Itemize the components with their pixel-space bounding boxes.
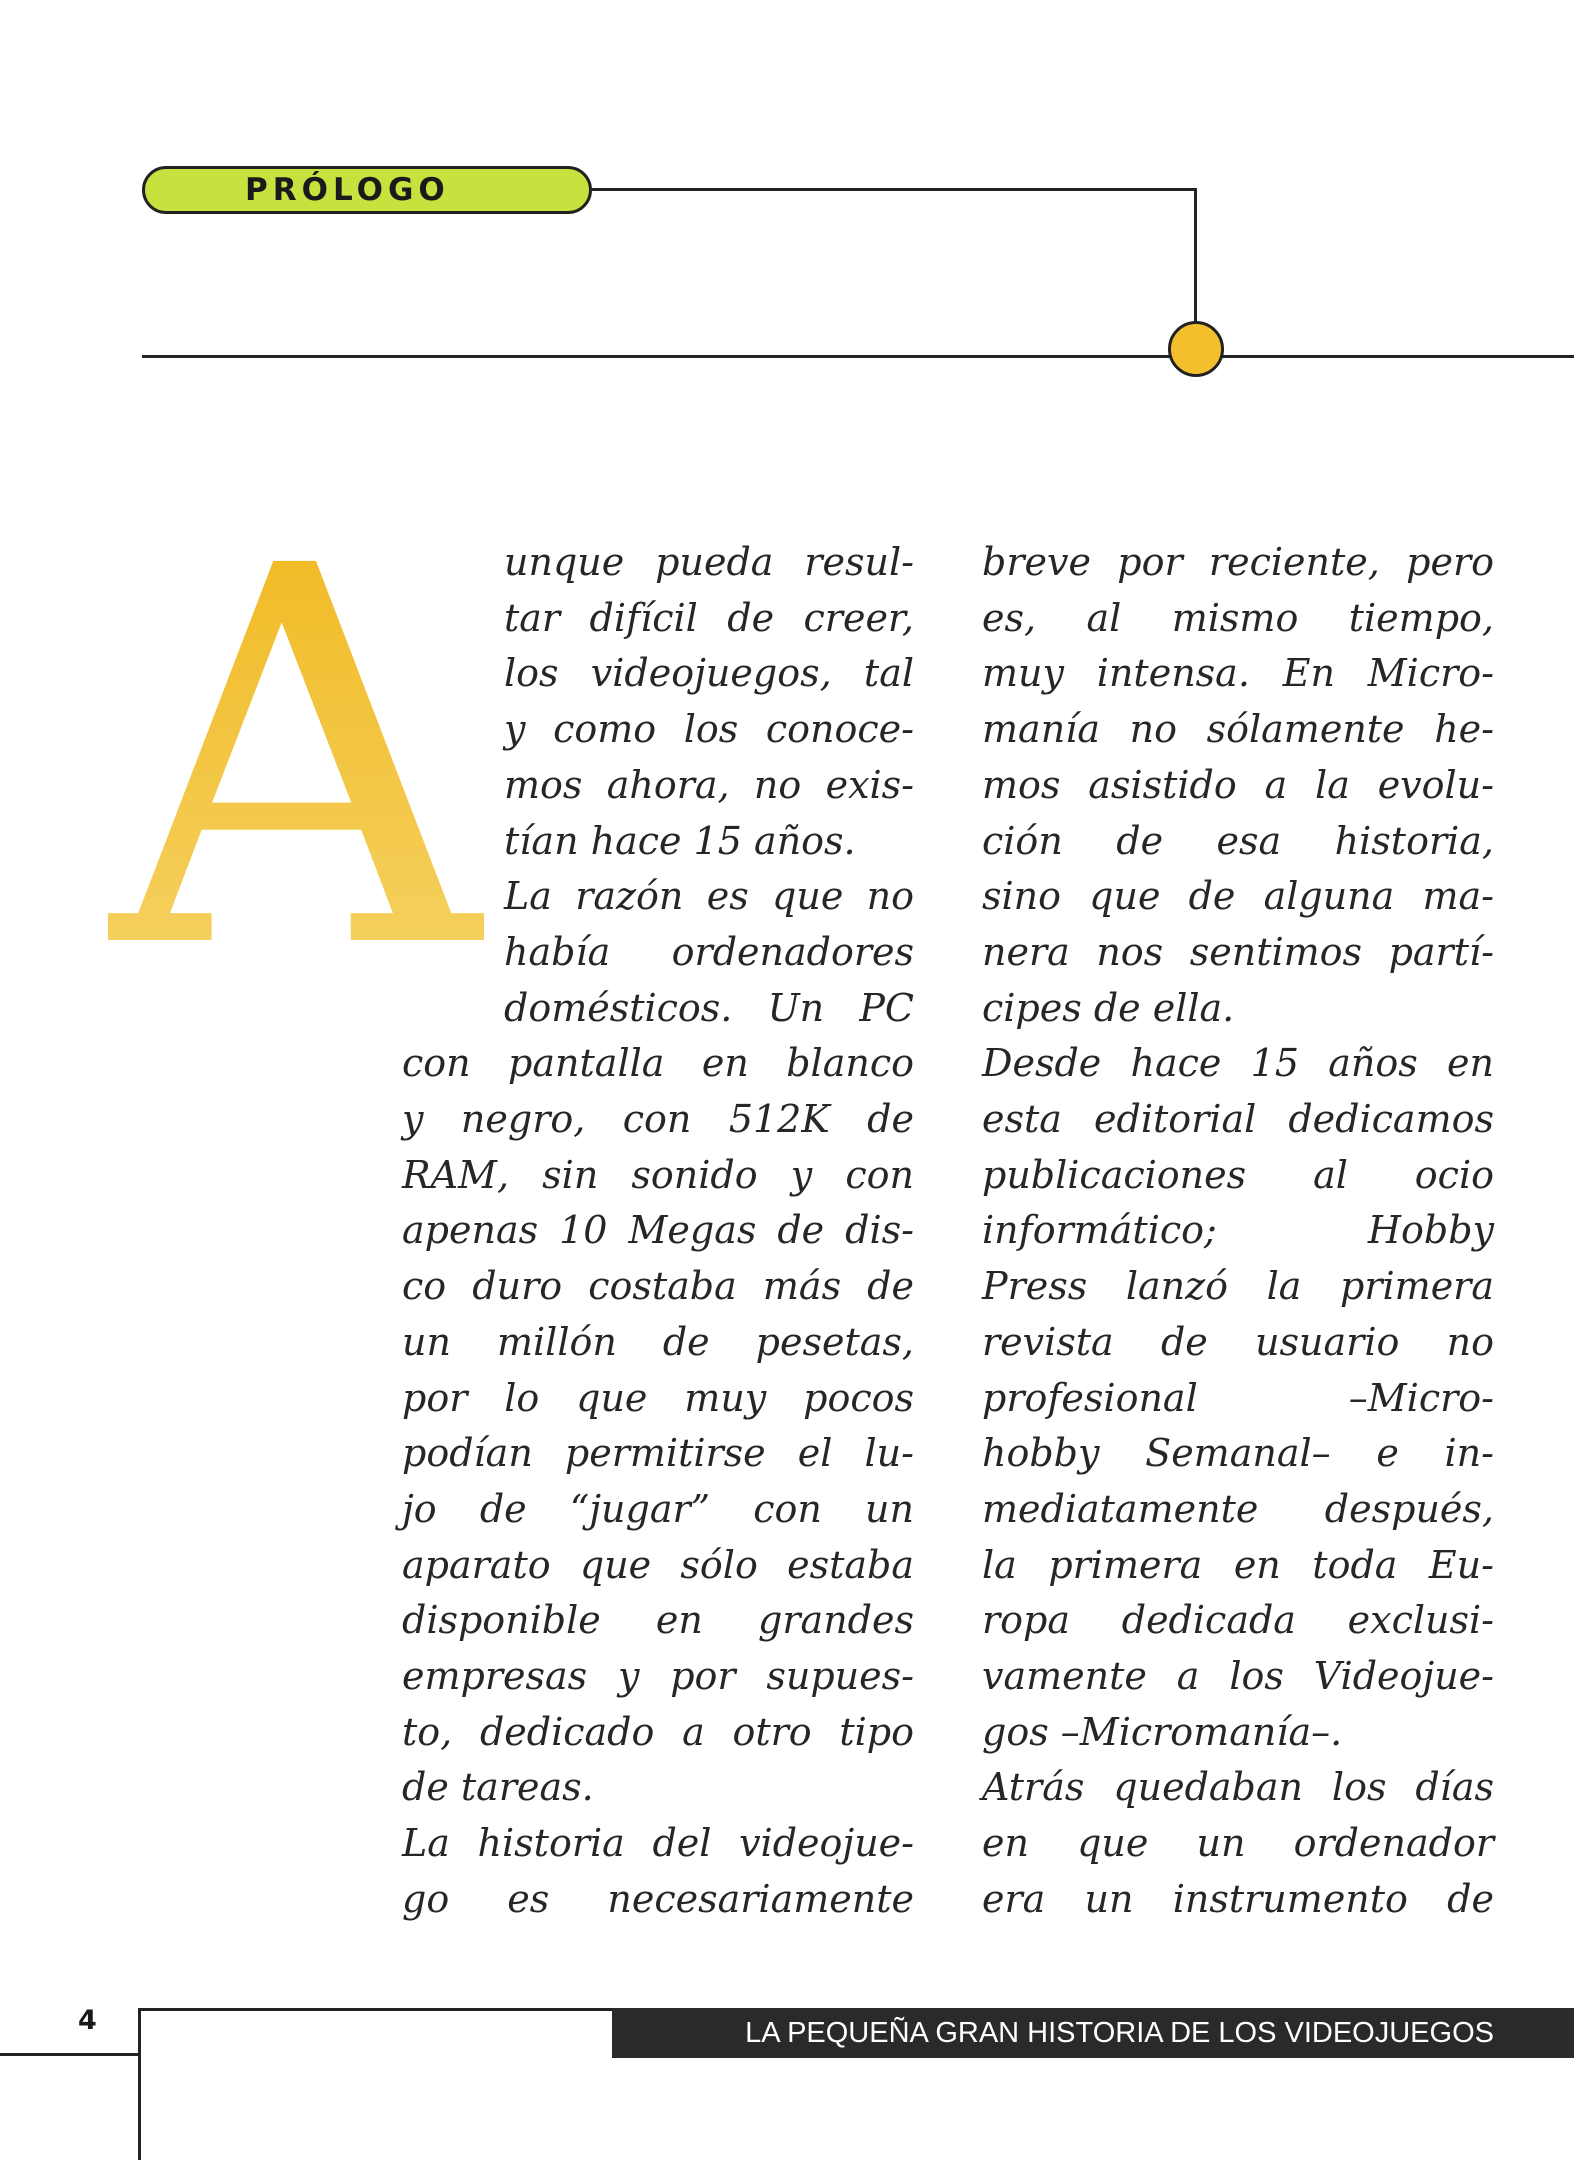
text-line: Press lanzó la primera	[982, 1264, 1494, 1309]
section-label: PRÓLOGO	[245, 172, 450, 208]
text-line: domésticos. Un PC	[504, 985, 914, 1030]
text-line: podían permitirse el lu-	[402, 1431, 914, 1476]
text-line: apenas 10 Megas de dis-	[402, 1208, 914, 1253]
footer-top-rule	[138, 2008, 618, 2011]
text-line: unque pueda resul-	[504, 540, 914, 584]
text-line: co duro costaba más de	[402, 1264, 914, 1309]
drop-cap: A	[108, 457, 484, 1063]
footer-vertical-rule	[138, 2008, 141, 2160]
text-line: RAM, sin sonido y con	[402, 1152, 914, 1197]
text-line: tar difícil de creer,	[504, 595, 914, 640]
text-line: disponible en grandes	[402, 1598, 914, 1643]
top-horizontal-rule	[592, 188, 1196, 191]
text-line: Desde hace 15 años en	[982, 1041, 1494, 1086]
text-line: y negro, con 512K de	[402, 1097, 914, 1142]
text-line: ropa dedicada exclusi-	[982, 1598, 1494, 1643]
text-line: por lo que muy pocos	[402, 1375, 914, 1420]
text-line: go es necesariamente	[402, 1876, 914, 1921]
top-vertical-rule	[1194, 188, 1197, 328]
text-line: gos –Micromanía–.	[982, 1709, 1343, 1754]
text-line: en que un ordenador	[982, 1821, 1494, 1866]
text-line: la primera en toda Eu-	[982, 1542, 1494, 1587]
text-line: informático; Hobby	[982, 1208, 1494, 1253]
text-line: esta editorial dedicamos	[982, 1097, 1494, 1142]
text-line: es, al mismo tiempo,	[982, 595, 1494, 640]
text-line: y como los conoce-	[504, 707, 914, 752]
text-line: era un instrumento de	[982, 1876, 1494, 1921]
left-text-column	[402, 535, 914, 1928]
footer-title-band	[612, 2008, 1574, 2058]
section-tag	[142, 166, 592, 214]
text-line: manía no sólamente he-	[982, 707, 1494, 752]
text-line: nera nos sentimos partí-	[982, 929, 1494, 974]
text-line: vamente a los Videojue-	[982, 1654, 1494, 1699]
text-line: to, dedicado a otro tipo	[402, 1709, 914, 1754]
text-line: mos ahora, no exis-	[504, 762, 914, 807]
text-line: ción de esa historia,	[982, 818, 1494, 863]
text-line: La historia del videojue-	[402, 1821, 914, 1866]
text-line: muy intensa. En Micro-	[982, 651, 1494, 696]
text-line: mediatamente después,	[982, 1486, 1494, 1531]
text-line: Atrás quedaban los días	[982, 1765, 1494, 1810]
text-line: La razón es que no	[504, 874, 914, 919]
text-line: publicaciones al ocio	[982, 1152, 1494, 1197]
orange-dot-ornament	[1168, 321, 1224, 377]
text-line: los videojuegos, tal	[504, 651, 914, 696]
header-rule	[142, 355, 1574, 358]
text-line: breve por reciente, pero	[982, 540, 1494, 584]
text-line: jo de “jugar” con un	[402, 1486, 914, 1531]
text-line: empresas y por supues-	[402, 1654, 914, 1699]
text-line: con pantalla en blanco	[402, 1041, 914, 1086]
text-line: cipes de ella.	[982, 985, 1235, 1030]
text-line: hobby Semanal– e in-	[982, 1431, 1494, 1476]
text-line: tían hace 15 años.	[504, 818, 856, 863]
right-text-column	[982, 535, 1494, 1928]
text-line: un millón de pesetas,	[402, 1319, 914, 1364]
book-title: LA PEQUEÑA GRAN HISTORIA DE LOS VIDEOJUEGOS	[745, 2016, 1494, 2049]
text-line: de tareas.	[402, 1765, 594, 1810]
text-line: revista de usuario no	[982, 1319, 1494, 1364]
text-line: había ordenadores	[504, 929, 914, 974]
text-line: profesional –Micro-	[982, 1375, 1494, 1420]
text-line: sino que de alguna ma-	[982, 874, 1494, 919]
text-line: aparato que sólo estaba	[402, 1542, 914, 1587]
footer-left-rule	[0, 2053, 140, 2056]
text-line: mos asistido a la evolu-	[982, 762, 1494, 807]
page-number: 4	[78, 2005, 97, 2036]
